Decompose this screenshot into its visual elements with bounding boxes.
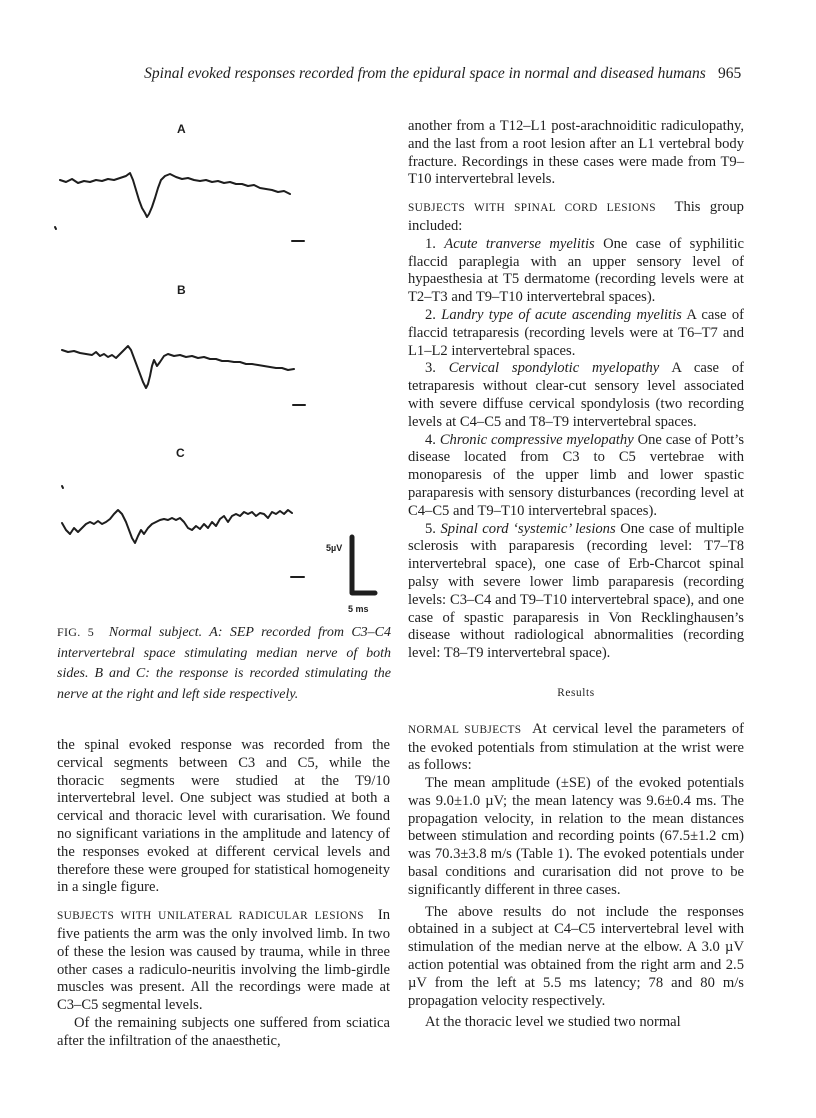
trace-c	[62, 510, 292, 543]
spinal-cord-lesions-heading: SUBJECTS WITH SPINAL CORD LESIONS	[408, 202, 656, 215]
thoracic-para: At the thoracic level we studied two normal	[425, 1014, 681, 1031]
trace-a-tick	[55, 227, 56, 229]
list-item-3: 3. Cervical spondylotic myelopathy A case of tetraparesis without clear-cut sensory level associated with severe diffuse cervical spondylosis (two recording levels at C4–C5 and T8–T9 intervertebral spaces.	[408, 360, 744, 430]
normal-subjects-text: At cervical level the parameters of the evoked potentials from stimulation at the wrist were as follows:	[408, 720, 744, 774]
right-para-cont: another from a T12–L1 post-arachnoiditic radiculopathy, and the last from a root lesion after an L1 vertebral body fracture. Recordings in these cases were made from T9–T10 intervertebral levels.	[408, 118, 744, 188]
scale-time-label: 5 ms	[348, 604, 369, 614]
left-para-3: Of the remaining subjects one suffered from sciatica after the infiltration of the anaesthetic,	[57, 1014, 390, 1049]
unilateral-lesions-text: In five patients the arm was the only involved limb. In two of these the lesion was caused by trauma, while in three other cases a radiculo-neuritis involving the limb-girdle muscles was present. All the recordings were made at C3–C5 segmental levels.	[57, 907, 390, 1014]
results-heading: Results	[557, 686, 595, 699]
list-item-5: 5. Spinal cord ‘systemic’ lesions One case of multiple sclerosis with paraparesis (recording level: T7–T8 intervertebral space), one case of Erb-Charcot spinal palsy with severe lower limb paraparesis (recording levels: C3–C4 and T9–T10 intervertebral space), and one case of spastic paraparesis in Von Recklinghausen’s disease without radiological abnormalities (recording level: T8–T9 intervertebral space).	[408, 520, 744, 662]
left-para-1: the spinal evoked response was recorded from the cervical segments between C3 and C5, while the thoracic segments were studied at the T9/10 intervertebral level. One subject was studied at both a cervical and thoracic level with curarisation. We found no significant variations in the amplitude and latency of the responses evoked at different cervical levels and therefore these were grouped for statistical homogeneity in a single figure.	[57, 737, 390, 896]
page-number: 965	[718, 65, 742, 82]
running-title: Spinal evoked responses recorded from the epidural space in normal and diseased humans	[144, 65, 706, 82]
panel-label-a: A	[177, 122, 186, 136]
list-item-4: 4. Chronic compressive myelopathy One case of Pott’s disease located from C3 to C5 vertebrae with monoparesis of the upper limb and lower spastic paraparesis with sensory disturbances (recording level at C4–C5 and T9–T10 intervertebral spaces).	[408, 431, 745, 519]
panel-label-c: C	[176, 446, 185, 460]
unilateral-lesions-heading: SUBJECTS WITH UNILATERAL RADICULAR LESIONS	[57, 910, 364, 923]
spinal-cord-lesions-intro: This group included:	[408, 199, 744, 234]
scale-bar	[352, 537, 375, 593]
caption-text: Normal subject. A: SEP recorded from C3–C4 intervertebral space stimulating median nerve of both sides. B and C: the response is recorded stimulating the nerve at the right and left side respectively.	[57, 625, 392, 702]
right-column	[408, 118, 744, 1032]
panel-label-b: B	[177, 283, 186, 297]
left-column	[57, 737, 390, 1051]
trace-a	[60, 173, 290, 217]
trace-c-tick	[62, 486, 63, 488]
caption-label: FIG. 5	[57, 625, 95, 639]
scale-voltage-label: 5µV	[326, 543, 343, 553]
mean-amplitude-para: The mean amplitude (±SE) of the evoked potentials was 9.0±1.0 µV; the mean latency was 9.6±0.4 ms. The propagation velocity, in relation to the mean distances between stimulation and recording points (67.5±1.2 cm) was 70.3±3.8 m/s (Table 1). The evoked potentials under basal conditions and curarisation did not prove to be significantly different in three cases.	[408, 775, 744, 898]
list-item-2: 2. Landry type of acute ascending myelitis A case of flaccid tetraparesis (recording levels were at T6–T7 and L1–L2 intervertebral spaces.	[408, 306, 745, 359]
above-results-para: The above results do not include the responses obtained in a subject at C4–C5 intervertebral level with stimulation of the median nerve at the elbow. A 3.0 µV action potential was obtained from the right arm and 2.5 µV from the left at 5.5 ms latency; 78 and 80 m/s propagation velocity respectively.	[408, 903, 744, 1009]
normal-subjects-heading: NORMAL SUBJECTS	[408, 723, 522, 736]
figure-caption	[57, 622, 391, 705]
list-item-1: 1. Acute tranverse myelitis One case of syphilitic flaccid paraplegia with an upper sensory level of hypaesthesia at T5 dermatome (recording levels were at T2–T3 and T9–T10 intervertebral spaces).	[408, 235, 744, 306]
trace-b	[62, 346, 294, 388]
